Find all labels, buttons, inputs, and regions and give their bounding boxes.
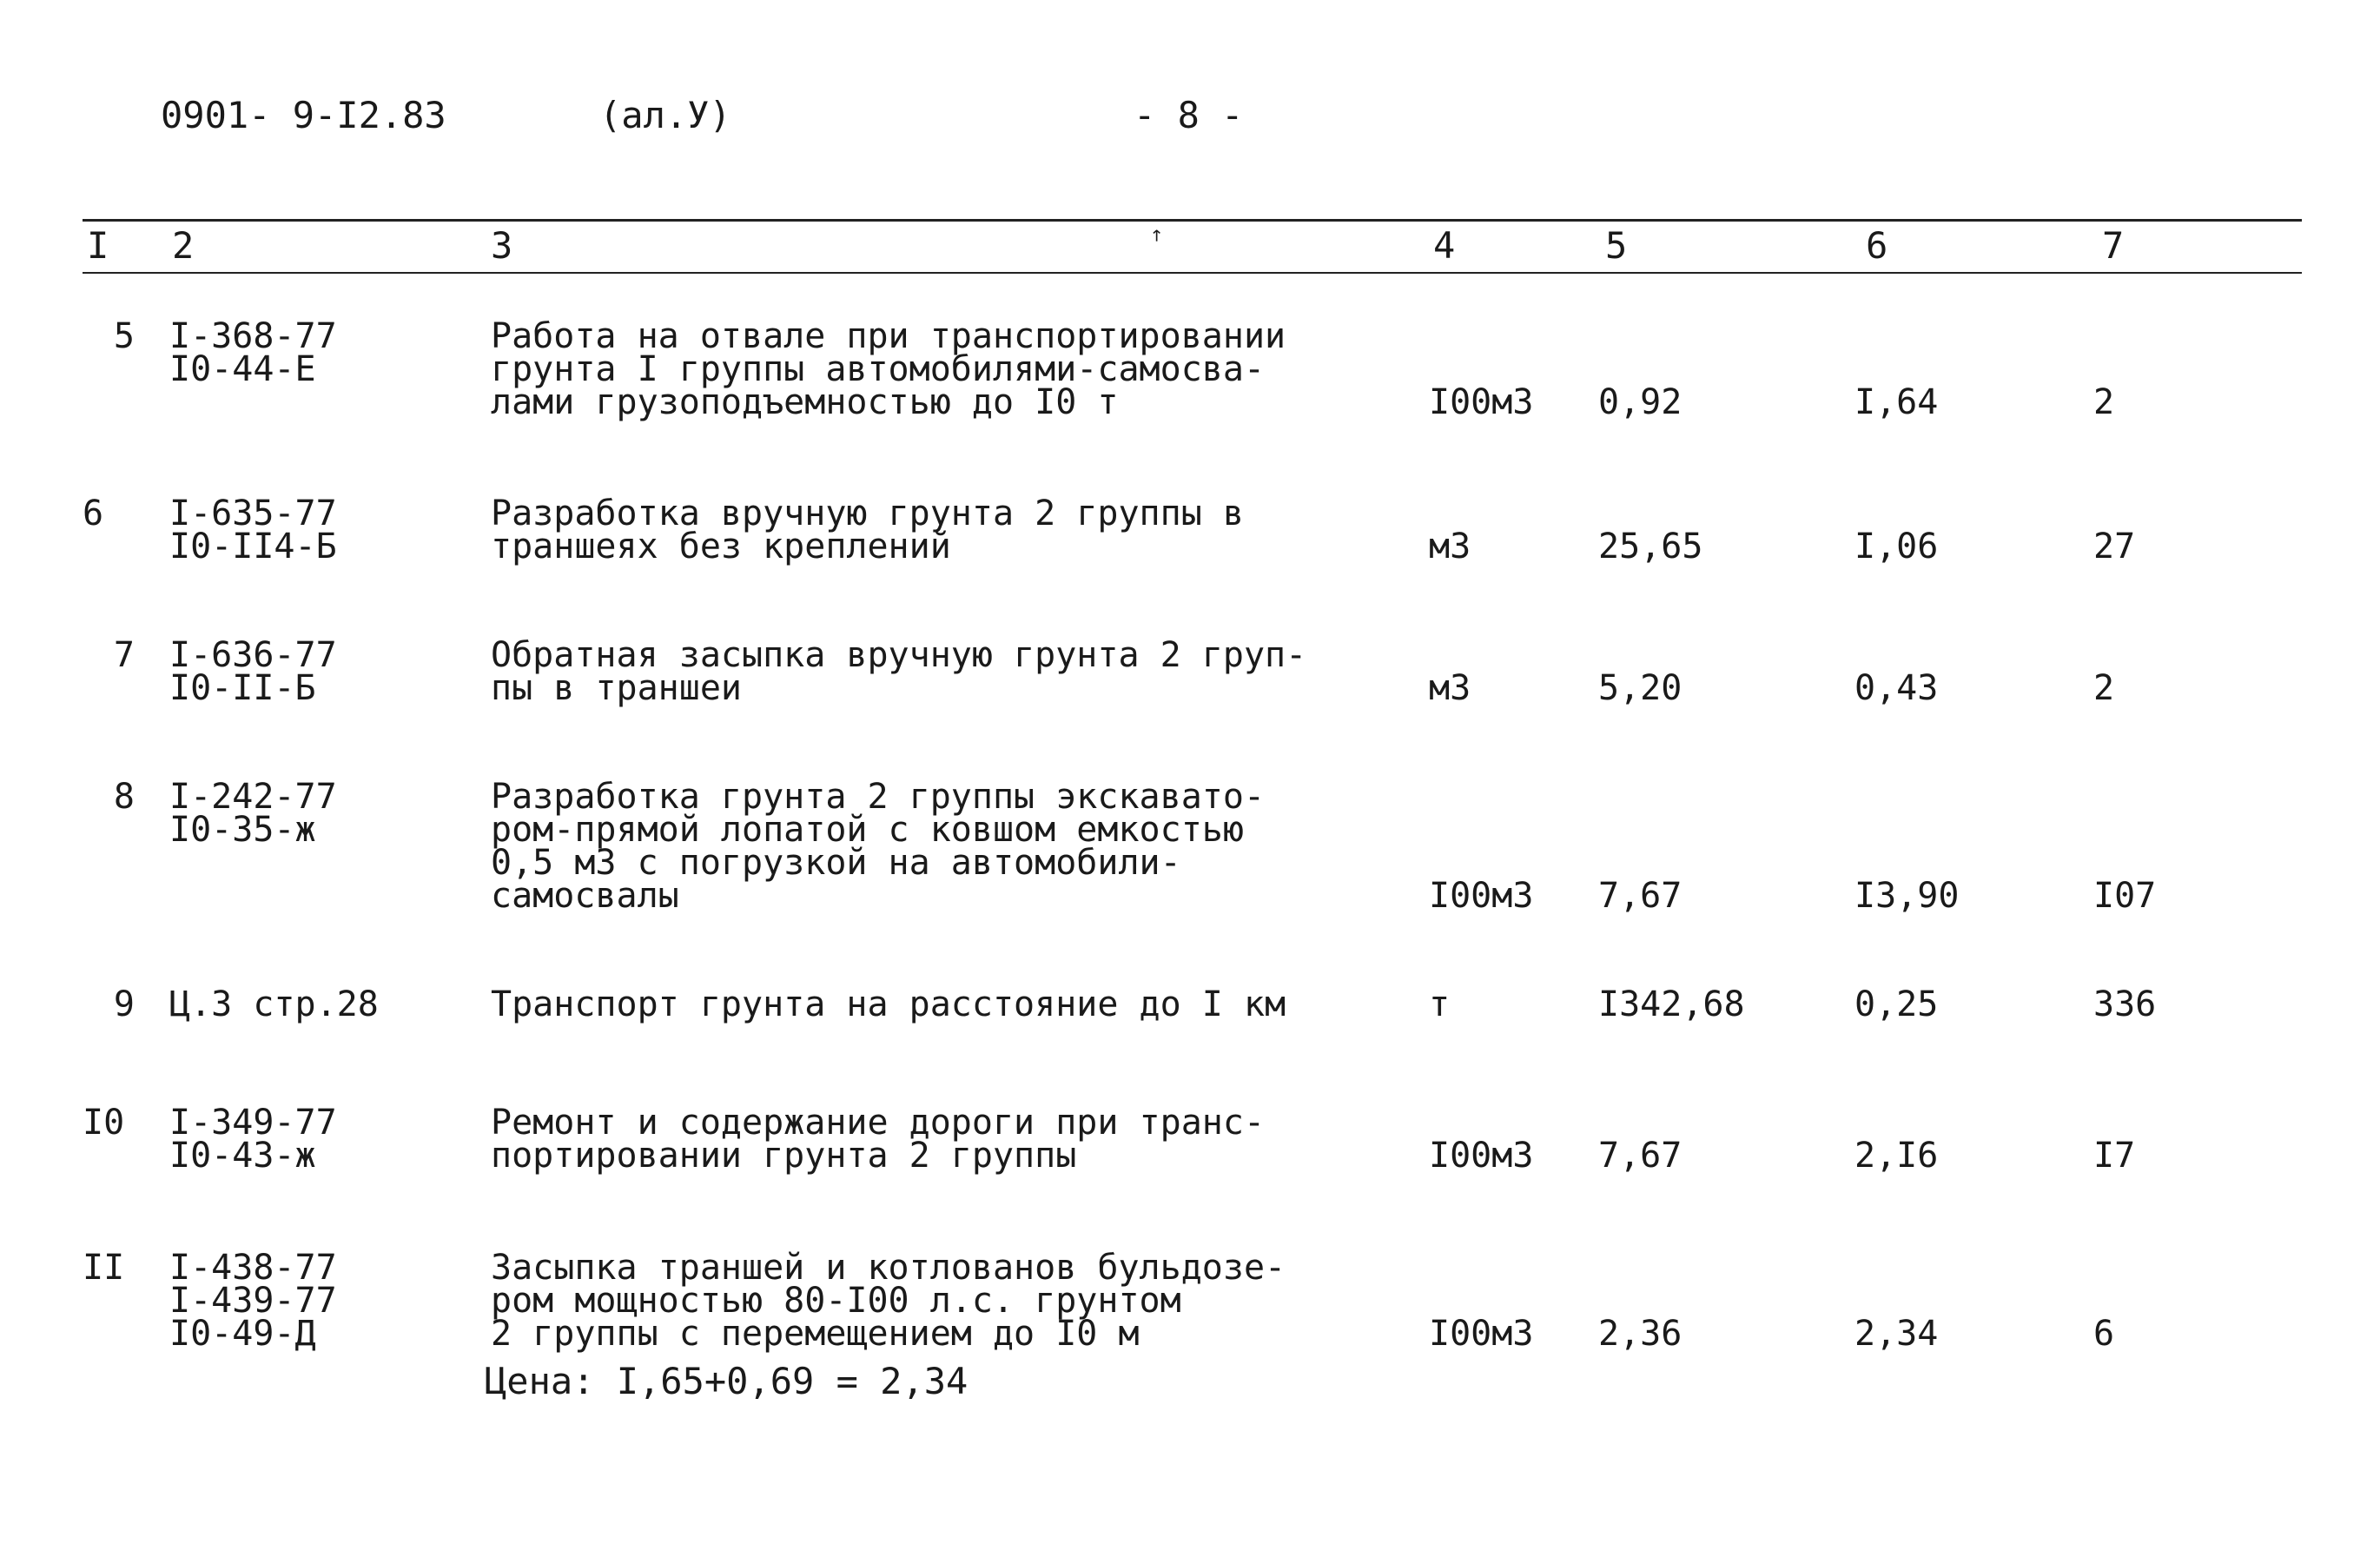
unit: I00м3	[1429, 1314, 1534, 1354]
norm-code: I-438-77 I-439-77 I0-49-Д	[169, 1248, 337, 1354]
price-calculation-note: Цена: I,65+0,69 = 2,34	[485, 1360, 969, 1402]
unit: I00м3	[1429, 382, 1534, 422]
page-number: - 8 -	[1134, 94, 1244, 136]
norm-code: I-368-77 I0-44-E	[169, 316, 337, 389]
total-cost: I07	[2093, 876, 2157, 916]
total-cost: 336	[2093, 984, 2157, 1024]
total-cost: 2	[2093, 382, 2115, 422]
unit-price: 0,25	[1854, 984, 1939, 1024]
norm-code: I-636-77 I0-II-Б	[169, 635, 337, 708]
row-number: 5	[113, 316, 135, 356]
unit: I00м3	[1429, 876, 1534, 916]
unit: м3	[1429, 668, 1471, 708]
column-header-2: 2	[172, 224, 195, 267]
column-header-6: 6	[1866, 224, 1888, 267]
unit: I00м3	[1429, 1136, 1534, 1176]
unit-price: 2,34	[1854, 1314, 1939, 1354]
quantity: 5,20	[1598, 668, 1683, 708]
work-description: Работа на отвале при транспортировании грунта I группы автомобилями-самосва- лами грузоподъемностью до I0 т	[491, 316, 1286, 422]
row-number: 6	[83, 494, 104, 533]
row-number: I0	[83, 1103, 125, 1143]
quantity: I342,68	[1598, 984, 1745, 1024]
unit-price: I3,90	[1854, 876, 1960, 916]
norm-code: Ц.3 стр.28	[169, 984, 379, 1024]
norm-code: I-635-77 I0-II4-Б	[169, 494, 337, 567]
work-description: Обратная засыпка вручную грунта 2 груп- пы в траншеи	[491, 635, 1307, 708]
row-number: 9	[113, 984, 135, 1024]
work-description: Засыпка траншей и котлованов бульдозе- ром мощностью 80-I00 л.с. грунтом 2 группы с перемещением до I0 м	[491, 1248, 1286, 1354]
norm-code: I-242-77 I0-35-ж	[169, 777, 337, 850]
work-description: Разработка грунта 2 группы экскавато- ром-прямой лопатой с ковшом емкостью 0,5 м3 с погрузкой на автомобили- самосвалы	[491, 777, 1266, 916]
unit: т	[1429, 984, 1451, 1024]
quantity: 0,92	[1598, 382, 1683, 422]
row-number: 7	[113, 635, 135, 675]
work-description: Разработка вручную грунта 2 группы в траншеях без креплений	[491, 494, 1244, 567]
column-header-4: 4	[1433, 224, 1456, 267]
quantity: 7,67	[1598, 1136, 1683, 1176]
total-cost: 6	[2093, 1314, 2115, 1354]
norm-code: I-349-77 I0-43-ж	[169, 1103, 337, 1176]
row-number: 8	[113, 777, 135, 817]
work-description: Ремонт и содержание дороги при транс- портировании грунта 2 группы	[491, 1103, 1266, 1176]
sheet-reference: (ал.У)	[599, 94, 731, 136]
total-cost: I7	[2093, 1136, 2136, 1176]
column-header-1: I	[87, 224, 109, 267]
quantity: 25,65	[1598, 527, 1703, 567]
column-header-5: 5	[1605, 224, 1628, 267]
work-description: Транспорт грунта на расстояние до I км	[491, 984, 1286, 1024]
column-header-3: 3	[491, 224, 513, 267]
total-cost: 2	[2093, 668, 2115, 708]
unit-price: 2,I6	[1854, 1136, 1939, 1176]
document-code: 0901- 9-I2.83	[161, 94, 446, 136]
column-tick-mark: ꜛ	[1148, 224, 1166, 257]
unit: м3	[1429, 527, 1471, 567]
unit-price: I,06	[1854, 527, 1939, 567]
quantity: 7,67	[1598, 876, 1683, 916]
unit-price: I,64	[1854, 382, 1939, 422]
column-header-7: 7	[2102, 224, 2125, 267]
row-number: II	[83, 1248, 125, 1288]
total-cost: 27	[2093, 527, 2136, 567]
quantity: 2,36	[1598, 1314, 1683, 1354]
unit-price: 0,43	[1854, 668, 1939, 708]
